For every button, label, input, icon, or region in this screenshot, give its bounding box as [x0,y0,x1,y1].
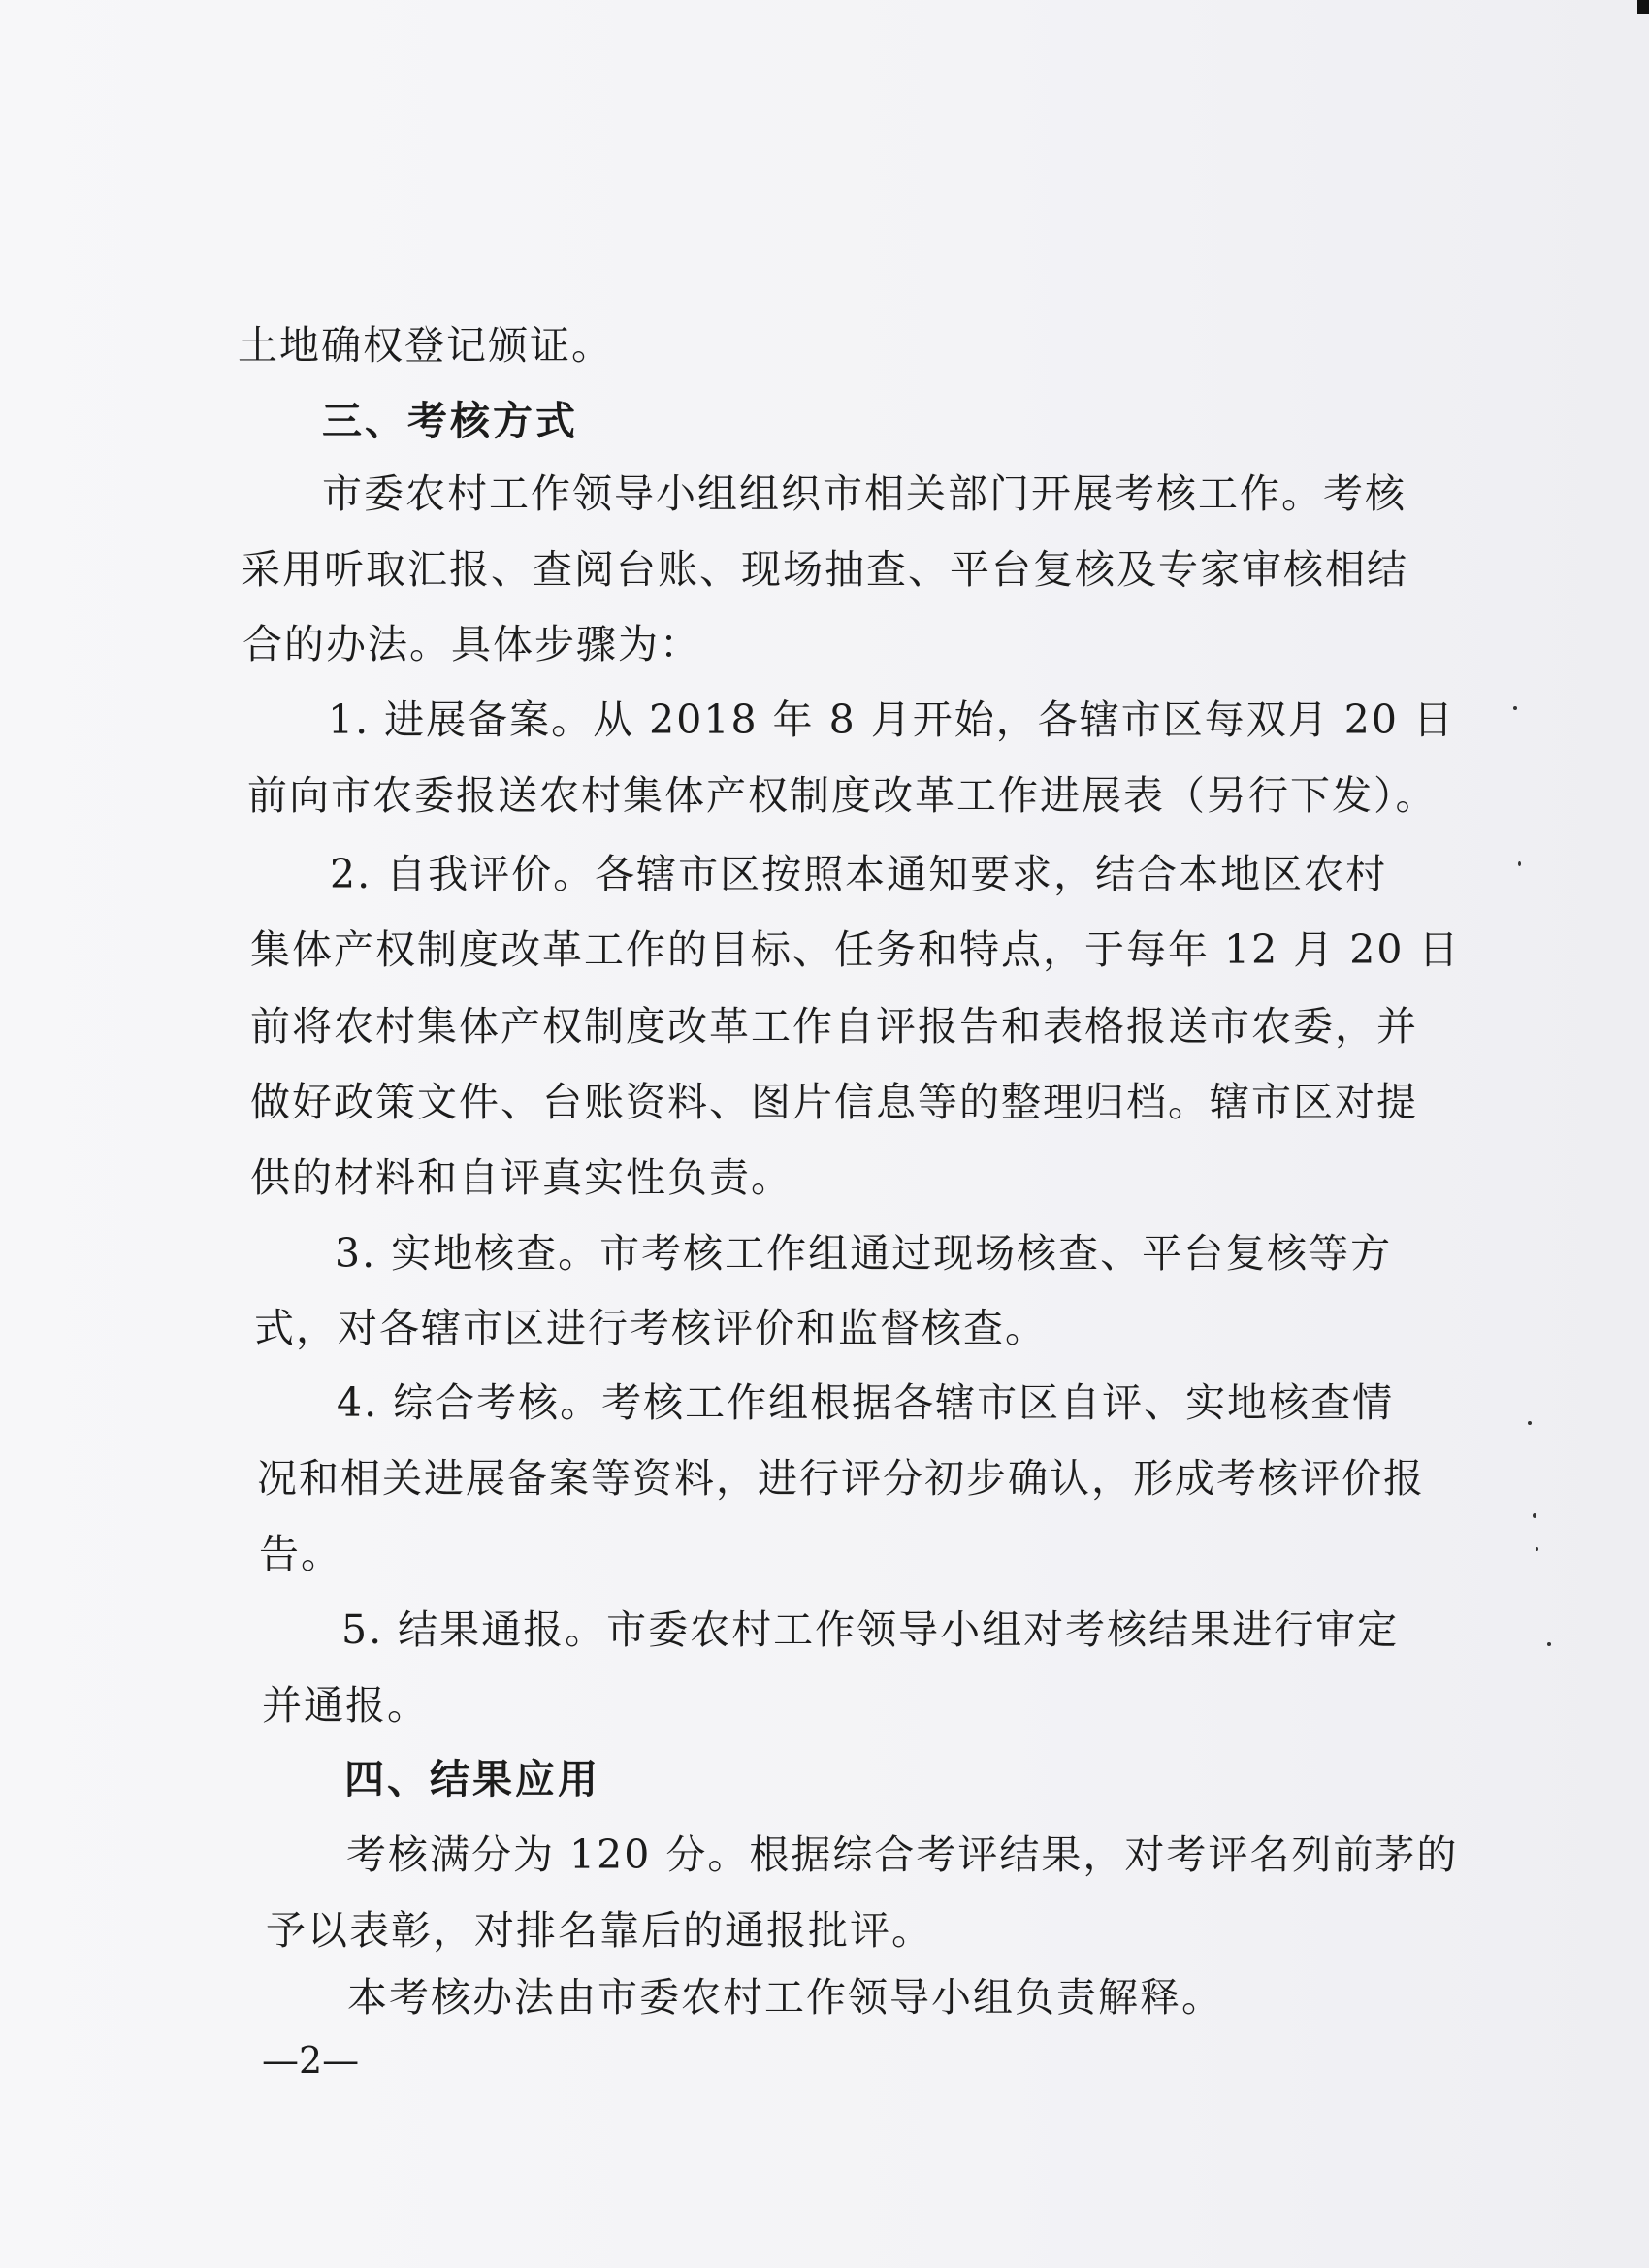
text-line: 前向市农委报送农村集体产权制度改革工作进展表（另行下发）。 [247,772,1438,819]
page-number: —2— [262,2039,360,2082]
section-heading: 三、考核方式 [322,398,578,444]
text-line: 况和相关进展备案等资料，进行评分初步确认，形成考核评价报 [257,1455,1425,1502]
scan-edge-mark [1637,0,1649,14]
text-line: 本考核办法由市委农村工作领导小组负责解释。 [347,1974,1223,2021]
text-line: 4. 综合考核。考核工作组根据各辖市区自评、实地核查情 [337,1379,1395,1426]
scan-speck [1518,861,1521,866]
text-line: 3. 实地核查。市考核工作组通过现场核查、平台复核等方 [335,1230,1393,1277]
scan-speck [1513,706,1517,710]
text-line: 2. 自我评价。各辖市区按照本通知要求，结合本地区农村 [330,851,1388,897]
text-line: 市委农村工作领导小组组织市相关部门开展考核工作。考核 [322,470,1406,517]
text-line: 集体产权制度改革工作的目标、任务和特点，于每年 12 月 20 日 [250,926,1461,973]
text-line: 做好政策文件、台账资料、图片信息等的整理归档。辖市区对提 [250,1079,1418,1125]
text-line: 合的办法。具体步骤为： [242,621,701,667]
scan-speck [1547,1642,1551,1646]
text-line: 土地确权登记颁证。 [238,322,613,369]
text-line: 1. 进展备案。从 2018 年 8 月开始，各辖市区每双月 20 日 [328,697,1455,743]
text-line: 告。 [259,1531,342,1577]
text-line: 予以表彰，对排名靠后的通报批评。 [266,1907,933,1954]
text-line: 并通报。 [262,1682,429,1729]
text-line: 考核满分为 120 分。根据综合考评结果，对考评名列前茅的 [346,1831,1459,1878]
section-heading: 四、结果应用 [344,1756,600,1802]
scan-speck [1536,1547,1538,1551]
text-line: 5. 结果通报。市委农村工作领导小组对考核结果进行审定 [341,1606,1400,1653]
scan-speck [1533,1513,1536,1518]
scan-speck [1528,1421,1532,1425]
text-line: 采用听取汇报、查阅台账、现场抽查、平台复核及专家审核相结 [241,546,1408,593]
text-line: 前将农村集体产权制度改革工作自评报告和表格报送市农委，并 [250,1003,1418,1050]
text-line: 供的材料和自评真实性负责。 [250,1154,792,1201]
text-line: 式，对各辖市区进行考核评价和监督核查。 [254,1305,1047,1351]
